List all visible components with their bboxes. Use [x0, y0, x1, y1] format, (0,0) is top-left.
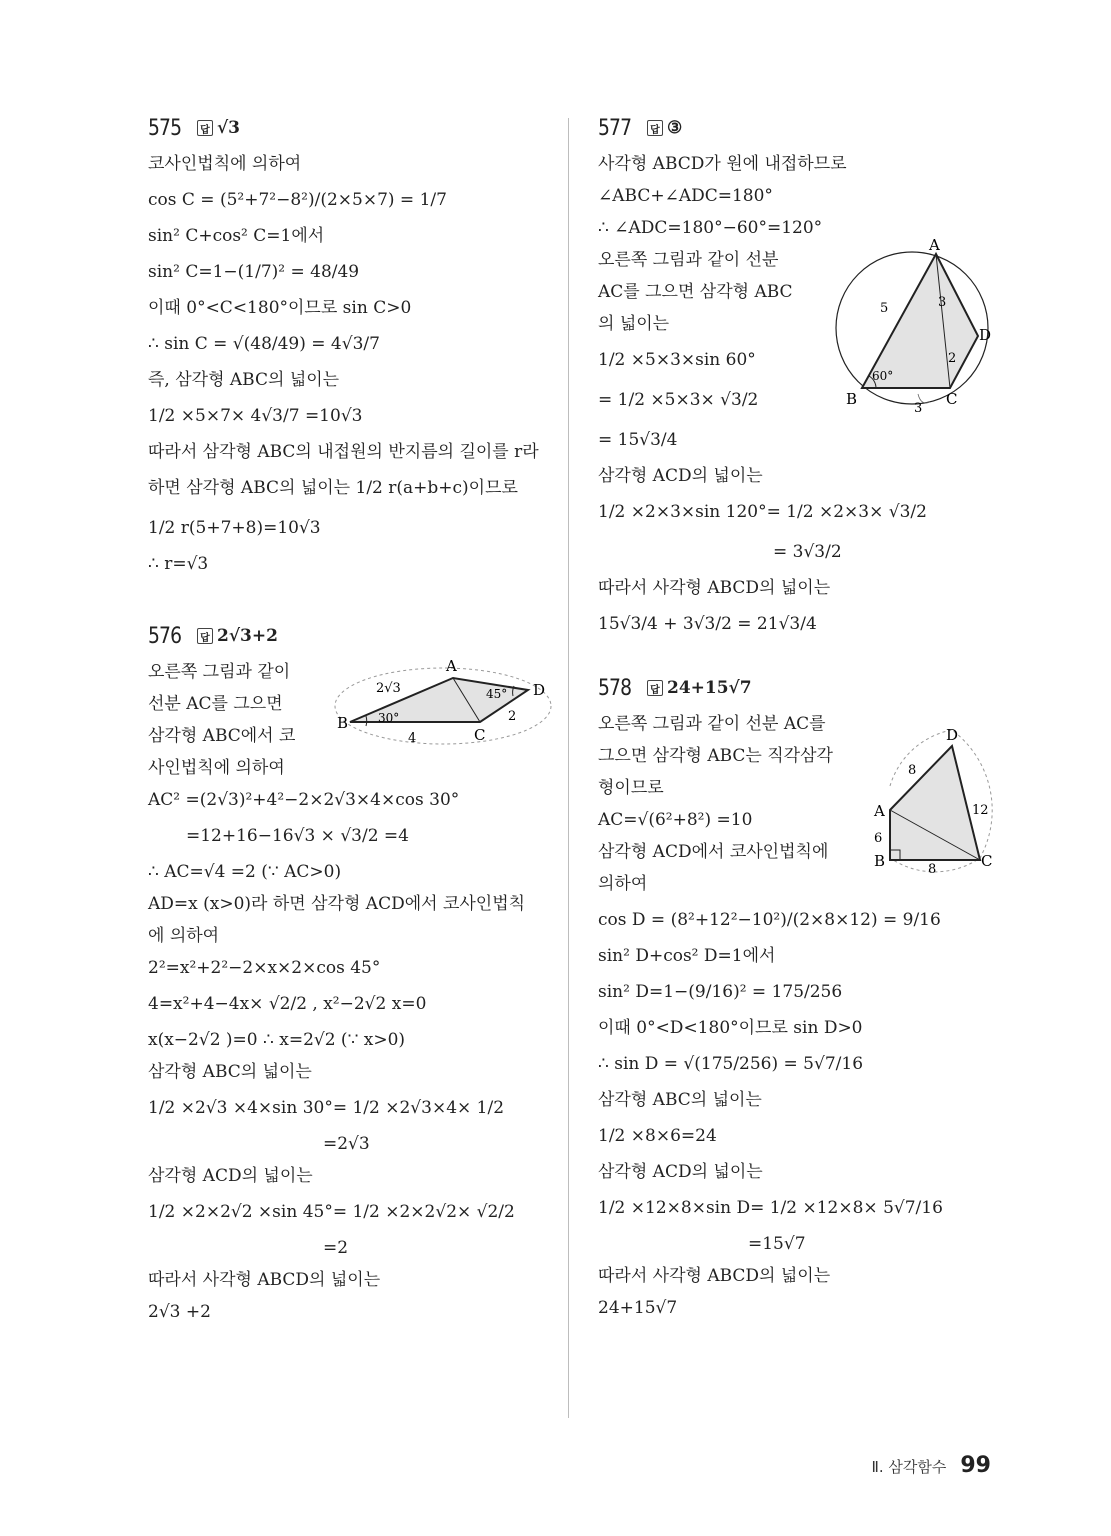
solution-line: 이때 0°<D<180°이므로 sin D>0	[598, 1018, 863, 1038]
figure-578	[870, 698, 1000, 877]
answer: 2√3+2	[217, 626, 278, 646]
problem-576-header	[148, 620, 558, 652]
solution-line: sin² C=1−(1/7)² = 48/49	[148, 262, 360, 282]
solution-line: ∴ AC=√4 =2 (∵ AC>0)	[148, 862, 342, 882]
solution-line: 2²=x²+2²−2×x×2×cos 45°	[148, 958, 381, 978]
label-cd: 2	[948, 351, 957, 366]
solution-line: 삼각형 ABC의 넓이는	[148, 1062, 312, 1082]
solution-line: AC² =(2√3)²+4²−2×2√3×4×cos 30°	[148, 790, 460, 810]
label-D: D	[533, 681, 546, 699]
solution-line: 24+15√7	[598, 1298, 678, 1318]
solution-578	[598, 708, 1008, 1324]
answer: ③	[667, 118, 683, 138]
label-C: C	[946, 390, 958, 408]
solution-line: 사인법칙에 의하여	[148, 758, 285, 778]
solution-line: 그으면 삼각형 ABC는 직각삼각	[598, 746, 833, 766]
solution-line: ∴ ∠ADC=180°−60°=120°	[598, 218, 823, 238]
solution-line: =2√3	[323, 1134, 370, 1154]
solution-line: AC=√(6²+8²) =10	[598, 810, 753, 830]
solution-line: 하면 삼각형 ABC의 넓이는 1/2 r(a+b+c)이므로	[148, 478, 518, 498]
solution-576	[148, 656, 558, 1328]
problem-575-header	[148, 112, 558, 144]
solution-line: =15√7	[748, 1234, 806, 1254]
solution-line: 오른쪽 그림과 같이	[148, 662, 291, 682]
solution-line: 의하여	[598, 874, 648, 894]
label-ab: 6	[874, 831, 883, 846]
label-B: B	[874, 852, 886, 870]
label-ab: 5	[880, 301, 889, 316]
solution-line: 삼각형 ABC의 넓이는	[598, 1090, 762, 1110]
label-ad: 8	[908, 763, 917, 778]
label-angleB: 60°	[872, 369, 894, 383]
solution-line: 따라서 사각형 ABCD의 넓이는	[598, 578, 831, 598]
solution-line: 의 넓이는	[598, 314, 670, 334]
solution-577	[598, 148, 1008, 644]
label-B: B	[337, 714, 349, 732]
label-bc: 4	[408, 731, 417, 746]
solution-line: 삼각형 ACD의 넓이는	[148, 1166, 313, 1186]
solution-line: 선분 AC를 그으면	[148, 694, 283, 714]
right-column	[598, 112, 1008, 1324]
solution-line: = 3√3/2	[773, 542, 842, 562]
solution-line: 삼각형 ACD에서 코사인법칙에	[598, 842, 829, 862]
solution-line: ∠ABC+∠ADC=180°	[598, 186, 773, 206]
answer-badge-icon: 답	[197, 120, 213, 136]
figure-576	[328, 654, 548, 744]
solution-line: AC를 그으면 삼각형 ABC	[598, 282, 793, 302]
answer-badge-icon: 답	[197, 628, 213, 644]
solution-line: 4=x²+4−4x× √2/2 , x²−2√2 x=0	[148, 994, 427, 1014]
answer: √3	[217, 118, 241, 138]
solution-line: 2√3 +2	[148, 1302, 211, 1322]
problem-number: 576	[148, 623, 182, 649]
problem-number: 575	[148, 115, 182, 141]
label-B: B	[846, 390, 858, 408]
solution-line: = 1/2 ×5×3× √3/2	[598, 390, 759, 410]
solution-line: 1/2 r(5+7+8)=10√3	[148, 518, 321, 538]
problem-577-header	[598, 112, 1008, 144]
solution-line: 1/2 ×2√3 ×4×sin 30°= 1/2 ×2√3×4× 1/2	[148, 1098, 505, 1118]
label-angleB: 30°	[378, 711, 400, 725]
label-bc: 3	[914, 401, 923, 416]
solution-line: sin² D+cos² D=1에서	[598, 946, 776, 966]
solution-line: 삼각형 ABC에서 코	[148, 726, 296, 746]
solution-line: 1/2 ×12×8×sin D= 1/2 ×12×8× 5√7/16	[598, 1198, 943, 1218]
solution-line: 사각형 ABCD가 원에 내접하므로	[598, 154, 847, 174]
label-ab: 2√3	[376, 681, 401, 696]
solution-line: ∴ sin D = √(175/256) = 5√7/16	[598, 1054, 864, 1074]
page-footer	[871, 1453, 991, 1478]
solution-line: 삼각형 ACD의 넓이는	[598, 466, 763, 486]
solution-line: sin² D=1−(9/16)² = 175/256	[598, 982, 843, 1002]
label-A: A	[874, 802, 885, 820]
chapter-title: Ⅱ. 삼각함수	[871, 1458, 947, 1476]
solution-575	[148, 148, 558, 580]
answer: 24+15√7	[667, 678, 752, 698]
solution-line: 오른쪽 그림과 같이 선분	[598, 250, 779, 270]
label-A: A	[929, 236, 940, 254]
solution-line: 1/2 ×5×7× 4√3/7 =10√3	[148, 406, 363, 426]
solution-line: 삼각형 ACD의 넓이는	[598, 1162, 763, 1182]
problem-number: 578	[598, 675, 632, 701]
solution-line: ∴ sin C = √(48/49) = 4√3/7	[148, 334, 380, 354]
solution-line: 따라서 삼각형 ABC의 내접원의 반지름의 길이를 r라	[148, 442, 539, 462]
page-number: 99	[960, 1453, 991, 1478]
column-divider	[568, 118, 569, 1418]
label-cd: 2	[508, 709, 517, 724]
label-ad: 3	[938, 295, 947, 310]
label-D: D	[979, 326, 992, 344]
solution-line: = 15√3/4	[598, 430, 678, 450]
solution-line: 1/2 ×2×2√2 ×sin 45°= 1/2 ×2×2√2× √2/2	[148, 1202, 515, 1222]
solution-line: 따라서 사각형 ABCD의 넓이는	[598, 1266, 831, 1286]
figure-577	[826, 236, 1006, 416]
solution-line: ∴ r=√3	[148, 554, 209, 574]
label-cd: 12	[972, 803, 989, 818]
solution-line: 코사인법칙에 의하여	[148, 154, 302, 174]
label-C: C	[981, 852, 993, 870]
solution-line: =12+16−16√3 × √3/2 =4	[186, 826, 409, 846]
label-D: D	[946, 726, 959, 744]
solution-line: 즉, 삼각형 ABC의 넓이는	[148, 370, 340, 390]
solution-line: cos C = (5²+7²−8²)/(2×5×7) = 1/7	[148, 190, 447, 210]
solution-line: 오른쪽 그림과 같이 선분 AC를	[598, 714, 826, 734]
label-angleD: 45°	[486, 687, 508, 701]
answer-badge-icon: 답	[647, 680, 663, 696]
solution-line: AD=x (x>0)라 하면 삼각형 ACD에서 코사인법칙	[148, 894, 526, 914]
solution-line: =2	[323, 1238, 349, 1258]
label-bc: 8	[928, 862, 937, 877]
solution-line: 1/2 ×8×6=24	[598, 1126, 717, 1146]
solution-line: 에 의하여	[148, 926, 220, 946]
solution-line: 15√3/4 + 3√3/2 = 21√3/4	[598, 614, 817, 634]
solution-line: 1/2 ×2×3×sin 120°= 1/2 ×2×3× √3/2	[598, 502, 927, 522]
solution-line: 이때 0°<C<180°이므로 sin C>0	[148, 298, 412, 318]
label-C: C	[474, 726, 486, 744]
solution-line: 1/2 ×5×3×sin 60°	[598, 350, 756, 370]
answer-badge-icon: 답	[647, 120, 663, 136]
problem-number: 577	[598, 115, 632, 141]
label-A: A	[446, 657, 457, 675]
solution-line: cos D = (8²+12²−10²)/(2×8×12) = 9/16	[598, 910, 941, 930]
solution-line: sin² C+cos² C=1에서	[148, 226, 325, 246]
solution-line: 따라서 사각형 ABCD의 넓이는	[148, 1270, 381, 1290]
solution-line: x(x−2√2 )=0 ∴ x=2√2 (∵ x>0)	[148, 1030, 406, 1050]
left-column	[148, 112, 558, 1328]
solution-line: 형이므로	[598, 778, 664, 798]
